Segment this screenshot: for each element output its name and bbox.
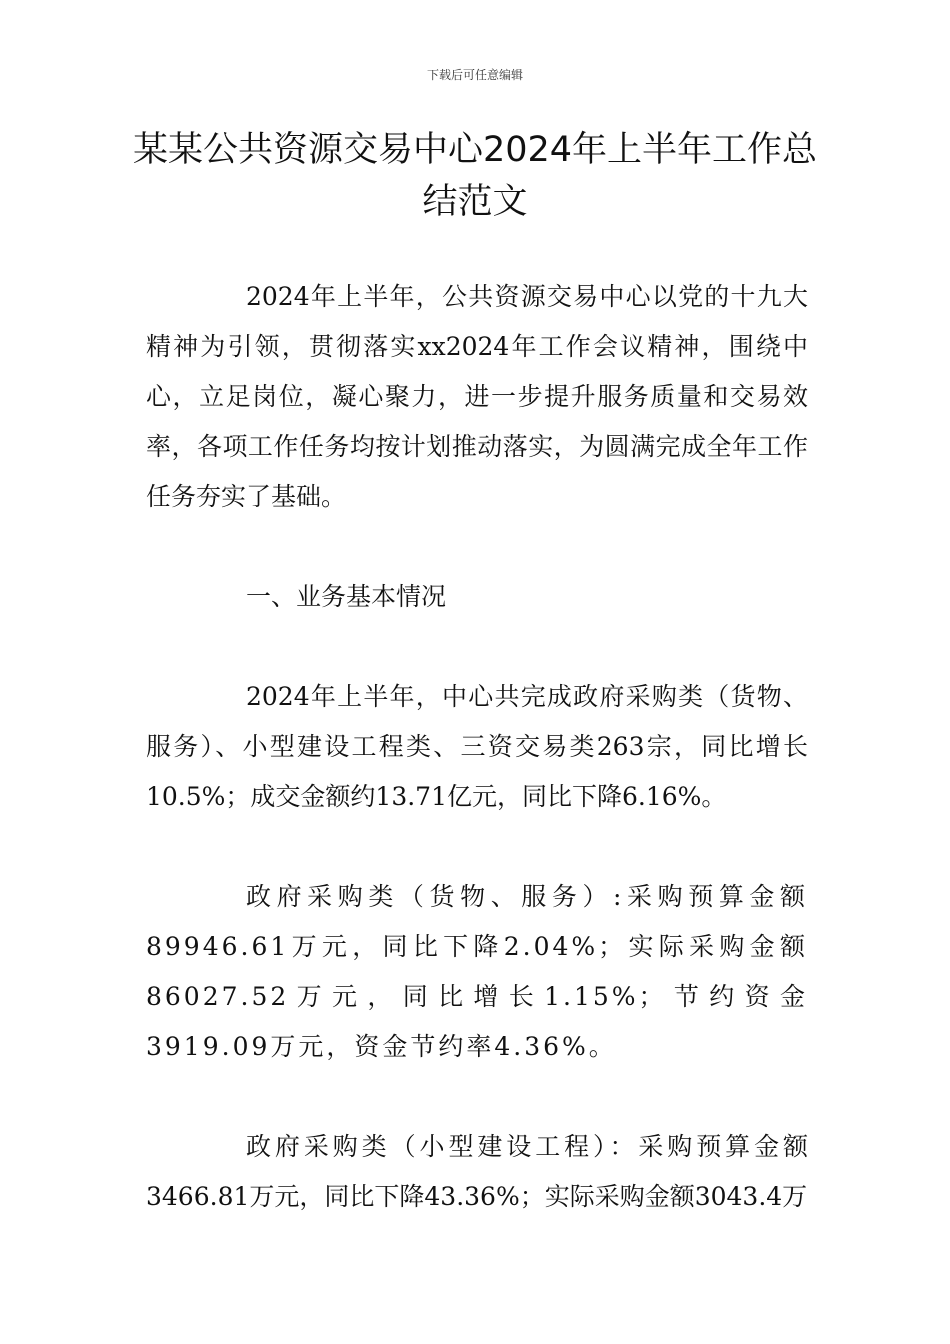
document-title: 某某公共资源交易中心2024年上半年工作总结范文: [132, 130, 818, 222]
header-note: 下载后可任意编辑: [426, 68, 523, 82]
section-heading: 一、业务基本情况: [246, 582, 447, 611]
summary-paragraph: 2024年上半年，中心共完成政府采购类（货物、服务）、小型建设工程类、三资交易类263宗，同比增长10.5%；成交金额约13.71亿元，同比下降6.16%。: [146, 682, 808, 811]
intro-paragraph: 2024年上半年，公共资源交易中心以党的十九大精神为引领，贯彻落实xx2024年工作会议精神，围绕中心，立足岗位，凝心聚力，进一步提升服务质量和交易效率，各项工作任务均按计划推动落实，为圆满完成全年工作任务夯实了基础。: [146, 282, 808, 511]
small-construction-paragraph: 政府采购类（小型建设工程）：采购预算金额3466.81万元，同比下降43.36%；实际采购金额3043.4万: [146, 1132, 808, 1211]
goods-services-paragraph: 政府采购类（货物、服务）:采购预算金额89946.61万元，同比下降2.04%；实际采购金额86027.52万元，同比增长1.15%；节约资金3919.09万元，资金节约率4.36%。: [146, 882, 808, 1061]
